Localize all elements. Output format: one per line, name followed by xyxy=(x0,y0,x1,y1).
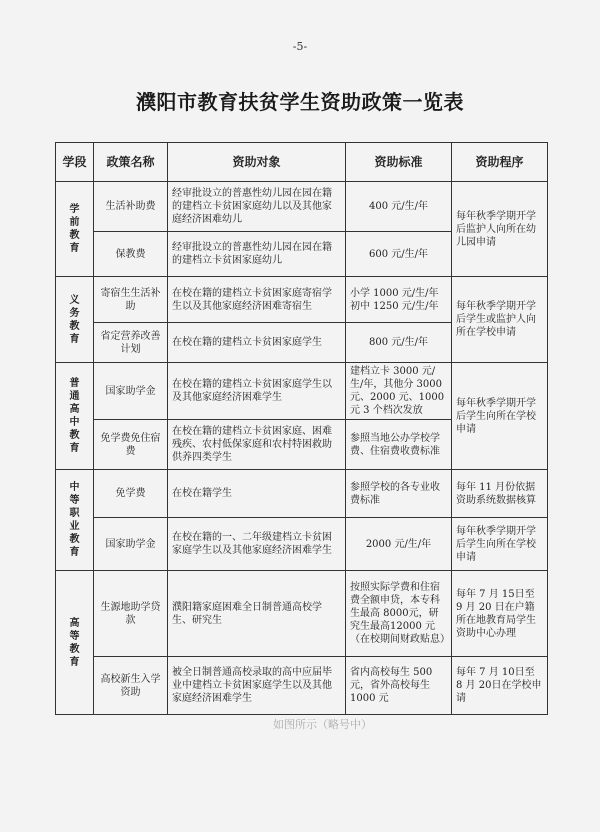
standard-cell: 参照学校的各专业收费标准 xyxy=(346,470,452,518)
target-cell: 在校在籍的一、二年级建档立卡贫困家庭学生以及其他家庭经济困难学生 xyxy=(168,518,346,571)
table-row xyxy=(56,363,548,420)
procedure-cell: 每年秋季学期开学后监护人向所在幼儿园申请 xyxy=(452,182,548,277)
target-cell: 濮阳籍家庭困难全日制普通高校学生、研究生 xyxy=(168,571,346,657)
column-header: 学段 xyxy=(56,143,94,182)
table-row xyxy=(56,518,548,571)
standard-cell: 400 元/生/年 xyxy=(346,182,452,232)
column-header: 资助标准 xyxy=(346,143,452,182)
table-row xyxy=(56,571,548,657)
policy-name-cell: 免学费 xyxy=(94,470,168,518)
standard-cell: 按照实际学费和住宿费全额申贷，本专科生最高 8000元，研究生最高12000 元（在校期间财政贴息） xyxy=(346,571,452,657)
procedure-cell: 每年秋季学期开学后学生向所在学校申请 xyxy=(452,518,548,571)
standard-cell: 2000 元/生/年 xyxy=(346,518,452,571)
procedure-cell: 每年 11 月份依据资助系统数据核算 xyxy=(452,470,548,518)
target-cell: 被全日制普通高校录取的高中应届毕业中建档立卡贫困家庭学生以及其他家庭经济困难学生 xyxy=(168,657,346,715)
target-cell: 经审批设立的普惠性幼儿园在园在籍的建档立卡贫困家庭幼儿 xyxy=(168,232,346,277)
policy-name-cell: 免学费免住宿费 xyxy=(94,420,168,470)
target-cell: 在校在籍的建档立卡贫困家庭寄宿学生以及其他家庭经济困难寄宿生 xyxy=(168,277,346,323)
stage-cell xyxy=(56,182,94,277)
procedure-cell: 每年 7 月 15日至 9 月 20 日在户籍所在地教育局学生资助中心办理 xyxy=(452,571,548,657)
policy-name-cell: 寄宿生生活补助 xyxy=(94,277,168,323)
column-header: 政策名称 xyxy=(94,143,168,182)
policy-name-cell: 省定营养改善计划 xyxy=(94,323,168,363)
procedure-cell: 每年秋季学期开学后学生或监护人向所在学校申请 xyxy=(452,277,548,363)
table-row xyxy=(56,657,548,715)
policy-name-cell: 生源地助学贷款 xyxy=(94,571,168,657)
target-cell: 在校在籍学生 xyxy=(168,470,346,518)
standard-cell: 省内高校每生 500元，省外高校每生1000 元 xyxy=(346,657,452,715)
policy-name-cell: 国家助学金 xyxy=(94,518,168,571)
target-cell: 在校在籍的建档立卡贫困家庭、困难残疾、农村低保家庭和农村特困救助供养四类学生 xyxy=(168,420,346,470)
stage-label: 中等职业教育 xyxy=(69,482,80,558)
stage-cell xyxy=(56,470,94,571)
target-cell: 经审批设立的普惠性幼儿园在园在籍的建档立卡贫困家庭幼儿以及其他家庭经济困难幼儿 xyxy=(168,182,346,232)
policy-table xyxy=(55,142,548,715)
table-row xyxy=(56,182,548,232)
page-number: -5- xyxy=(292,40,308,53)
stage-cell xyxy=(56,571,94,715)
policy-name-cell: 国家助学金 xyxy=(94,363,168,420)
stage-label: 高等教育 xyxy=(69,617,80,668)
policy-name-cell: 保教费 xyxy=(94,232,168,277)
procedure-cell: 每年 7 月 10日至 8 月 20日在学校申请 xyxy=(452,657,548,715)
stage-label: 义务教育 xyxy=(69,294,80,345)
standard-cell: 参照当地公办学校学费、住宿费收费标准 xyxy=(346,420,452,470)
standard-cell: 600 元/生/年 xyxy=(346,232,452,277)
target-cell: 在校在籍的建档立卡贫困家庭学生以及其他家庭经济困难学生 xyxy=(168,363,346,420)
procedure-cell: 每年秋季学期开学后学生向所在学校申请 xyxy=(452,363,548,470)
table-row xyxy=(56,277,548,323)
stage-label: 普通高中教育 xyxy=(69,378,80,454)
column-header: 资助程序 xyxy=(452,143,548,182)
column-header: 资助对象 xyxy=(168,143,346,182)
policy-name-cell: 高校新生入学资助 xyxy=(94,657,168,715)
page-title: 濮阳市教育扶贫学生资助政策一览表 xyxy=(136,90,464,114)
table-row xyxy=(56,470,548,518)
target-cell: 在校在籍的建档立卡贫困家庭学生 xyxy=(168,323,346,363)
faint-watermark-text: 如图所示（略号中） xyxy=(273,718,372,731)
standard-cell: 小学 1000 元/生/年 初中 1250 元/生/年 xyxy=(346,277,452,323)
table-header-row xyxy=(56,143,548,182)
stage-cell xyxy=(56,277,94,363)
stage-cell xyxy=(56,363,94,470)
standard-cell: 800 元/生/年 xyxy=(346,323,452,363)
standard-cell: 建档立卡 3000 元/生/年，其他分 3000元、2000 元、1000元 3 个档次发放 xyxy=(346,363,452,420)
stage-label: 学前教育 xyxy=(69,204,80,254)
policy-name-cell: 生活补助费 xyxy=(94,182,168,232)
